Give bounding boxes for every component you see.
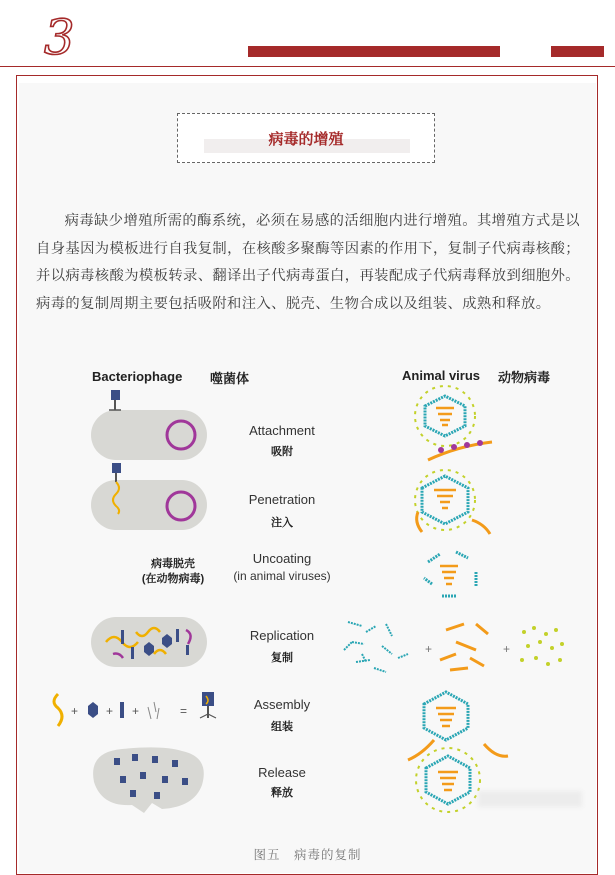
phage-assembly-equation xyxy=(54,692,216,726)
animal-virus-assembly xyxy=(424,692,468,740)
stage-replication-en: Replication xyxy=(249,628,315,643)
header-bar-right xyxy=(551,46,604,57)
left-header-en: Bacteriophage xyxy=(92,369,183,384)
animal-virus-penetration xyxy=(415,470,490,534)
bacterium-release xyxy=(93,747,204,813)
stage-assembly-zh: 组装 xyxy=(271,721,293,733)
section-header xyxy=(0,0,615,76)
uncoating-note-line1: 病毒脱壳 xyxy=(151,558,195,570)
replication-figure xyxy=(36,362,596,832)
figure-svg xyxy=(36,362,596,832)
stage-attachment-en: Attachment xyxy=(249,423,315,438)
svg-text:+: + xyxy=(71,704,79,718)
svg-text:+: + xyxy=(503,642,511,656)
header-bar-left xyxy=(248,46,500,57)
svg-text:+: + xyxy=(106,704,114,718)
svg-text:+: + xyxy=(132,704,140,718)
animal-virus-uncoating xyxy=(424,552,476,596)
stage-release-en: Release xyxy=(258,765,306,780)
stage-labels xyxy=(233,423,330,799)
bacterium-penetration xyxy=(91,463,207,530)
header-rule xyxy=(0,66,615,67)
stage-uncoating-en: Uncoating xyxy=(252,551,312,566)
section-title: 病毒的增殖 xyxy=(268,130,344,148)
right-header-en: Animal virus xyxy=(402,368,481,383)
stage-uncoating-sub: (in animal viruses) xyxy=(233,569,331,583)
bacterium-replication xyxy=(91,617,207,667)
left-header-zh: 噬菌体 xyxy=(210,371,250,386)
title-box xyxy=(177,113,435,163)
figure-caption: 图五 病毒的复制 xyxy=(253,847,362,862)
stage-replication-zh: 复制 xyxy=(271,652,293,664)
svg-text:=: = xyxy=(180,704,188,718)
stage-assembly-en: Assembly xyxy=(253,697,311,712)
svg-text:+: + xyxy=(425,642,433,656)
body-paragraph: 病毒缺少增殖所需的酶系统，必须在易感的活细胞内进行增殖。其增殖方式是以自身基因为模板进行自我复制，在核酸多聚酶等因素的作用下，复制子代病毒核酸；并以病毒核酸为模板转录、翻译出子代病毒蛋白，再装配成子代病毒释放到细胞外。病毒的复制周期主要包括吸附和注入、脱壳、生物合成以及组装、成熟和释放。 xyxy=(36,213,580,312)
stage-release-zh: 释放 xyxy=(271,787,293,799)
stage-penetration-en: Penetration xyxy=(248,492,316,507)
animal-virus-attachment xyxy=(415,386,492,460)
stage-attachment-zh: 吸附 xyxy=(271,446,293,458)
watermark-blur xyxy=(478,791,582,807)
uncoating-note-line2: (在动物病毒) xyxy=(141,573,205,585)
bacterium-attachment xyxy=(91,390,207,460)
right-header-zh: 动物病毒 xyxy=(498,370,551,385)
animal-virus-replication xyxy=(344,622,564,672)
stage-penetration-zh: 注入 xyxy=(271,517,293,529)
section-number: 3 xyxy=(44,10,75,66)
